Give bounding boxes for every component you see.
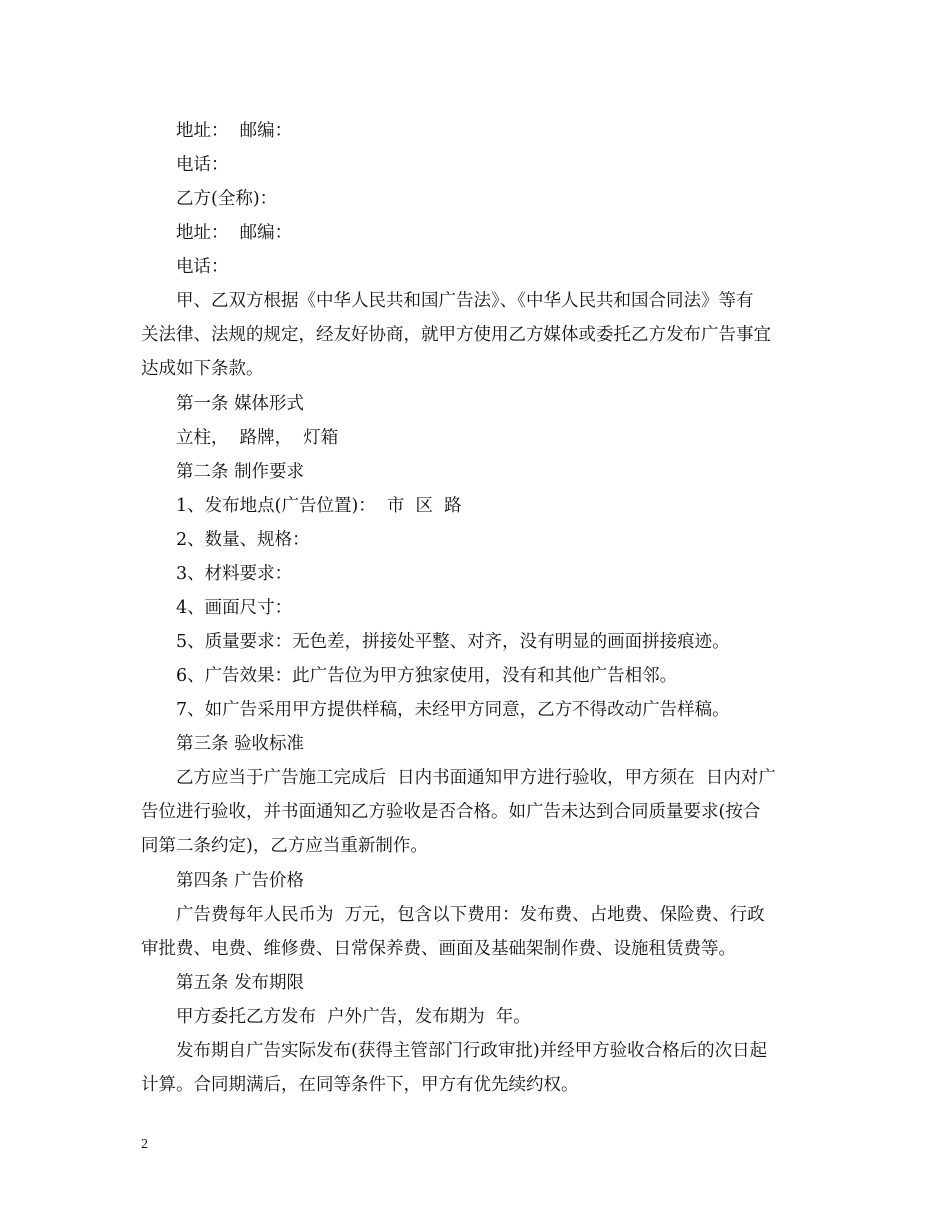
page-number: 2 xyxy=(141,1137,148,1152)
requirement-item-2: 2、数量、规格： xyxy=(176,530,310,550)
address-postcode-line-party-a: 地址： 邮编： xyxy=(176,121,293,141)
phone-line-party-a: 电话： xyxy=(176,155,229,175)
intro-paragraph-line-2: 关法律、法规的规定，经友好协商，就甲方使用乙方媒体或委托乙方发布广告事宜 xyxy=(141,325,771,345)
article-4-heading: 第四条 广告价格 xyxy=(176,871,305,891)
party-b-fullname-line: 乙方(全称)： xyxy=(176,189,278,209)
term-paragraph-line: 甲方委托乙方发布 户外广告，发布期为 年。 xyxy=(176,1007,531,1027)
acceptance-paragraph-line-3: 同第二条约定)，乙方应当重新制作。 xyxy=(141,836,428,856)
price-paragraph-line-1: 广告费每年人民币为 万元，包含以下费用：发布费、占地费、保险费、行政 xyxy=(176,905,765,925)
intro-paragraph-line-1: 甲、乙双方根据《中华人民共和国广告法》、《中华人民共和国合同法》等有 xyxy=(176,291,754,311)
article-5-heading: 第五条 发布期限 xyxy=(176,973,305,993)
requirement-item-1: 1、发布地点(广告位置)： 市 区 路 xyxy=(176,496,462,516)
acceptance-paragraph-line-1: 乙方应当于广告施工完成后 日内书面通知甲方进行验收，甲方须在 日内对广 xyxy=(176,768,776,788)
requirement-item-3: 3、材料要求： xyxy=(176,564,293,584)
requirement-item-5: 5、质量要求：无色差，拼接处平整、对齐，没有明显的画面拼接痕迹。 xyxy=(176,632,730,652)
media-types-line: 立柱， 路牌， 灯箱 xyxy=(176,428,339,448)
requirement-item-6: 6、广告效果：此广告位为甲方独家使用，没有和其他广告相邻。 xyxy=(176,666,678,686)
article-3-heading: 第三条 验收标准 xyxy=(176,734,305,754)
intro-paragraph-line-3: 达成如下条款。 xyxy=(141,359,264,379)
price-paragraph-line-2: 审批费、电费、维修费、日常保养费、画面及基础架制作费、设施租赁费等。 xyxy=(141,939,736,959)
requirement-item-7: 7、如广告采用甲方提供样稿，未经甲方同意，乙方不得改动广告样稿。 xyxy=(176,700,730,720)
requirement-item-4: 4、画面尺寸： xyxy=(176,598,293,618)
term-start-paragraph-line-2: 计算。合同期满后，在同等条件下，甲方有优先续约权。 xyxy=(141,1075,579,1095)
address-postcode-line-party-b: 地址： 邮编： xyxy=(176,223,293,243)
term-start-paragraph-line-1: 发布期自广告实际发布(获得主管部门行政审批)并经甲方验收合格后的次日起 xyxy=(176,1041,768,1061)
article-2-heading: 第二条 制作要求 xyxy=(176,462,305,482)
article-1-heading: 第一条 媒体形式 xyxy=(176,394,305,414)
acceptance-paragraph-line-2: 告位进行验收，并书面通知乙方验收是否合格。如广告未达到合同质量要求(按合 xyxy=(141,802,761,822)
phone-line-party-b: 电话： xyxy=(176,257,229,277)
